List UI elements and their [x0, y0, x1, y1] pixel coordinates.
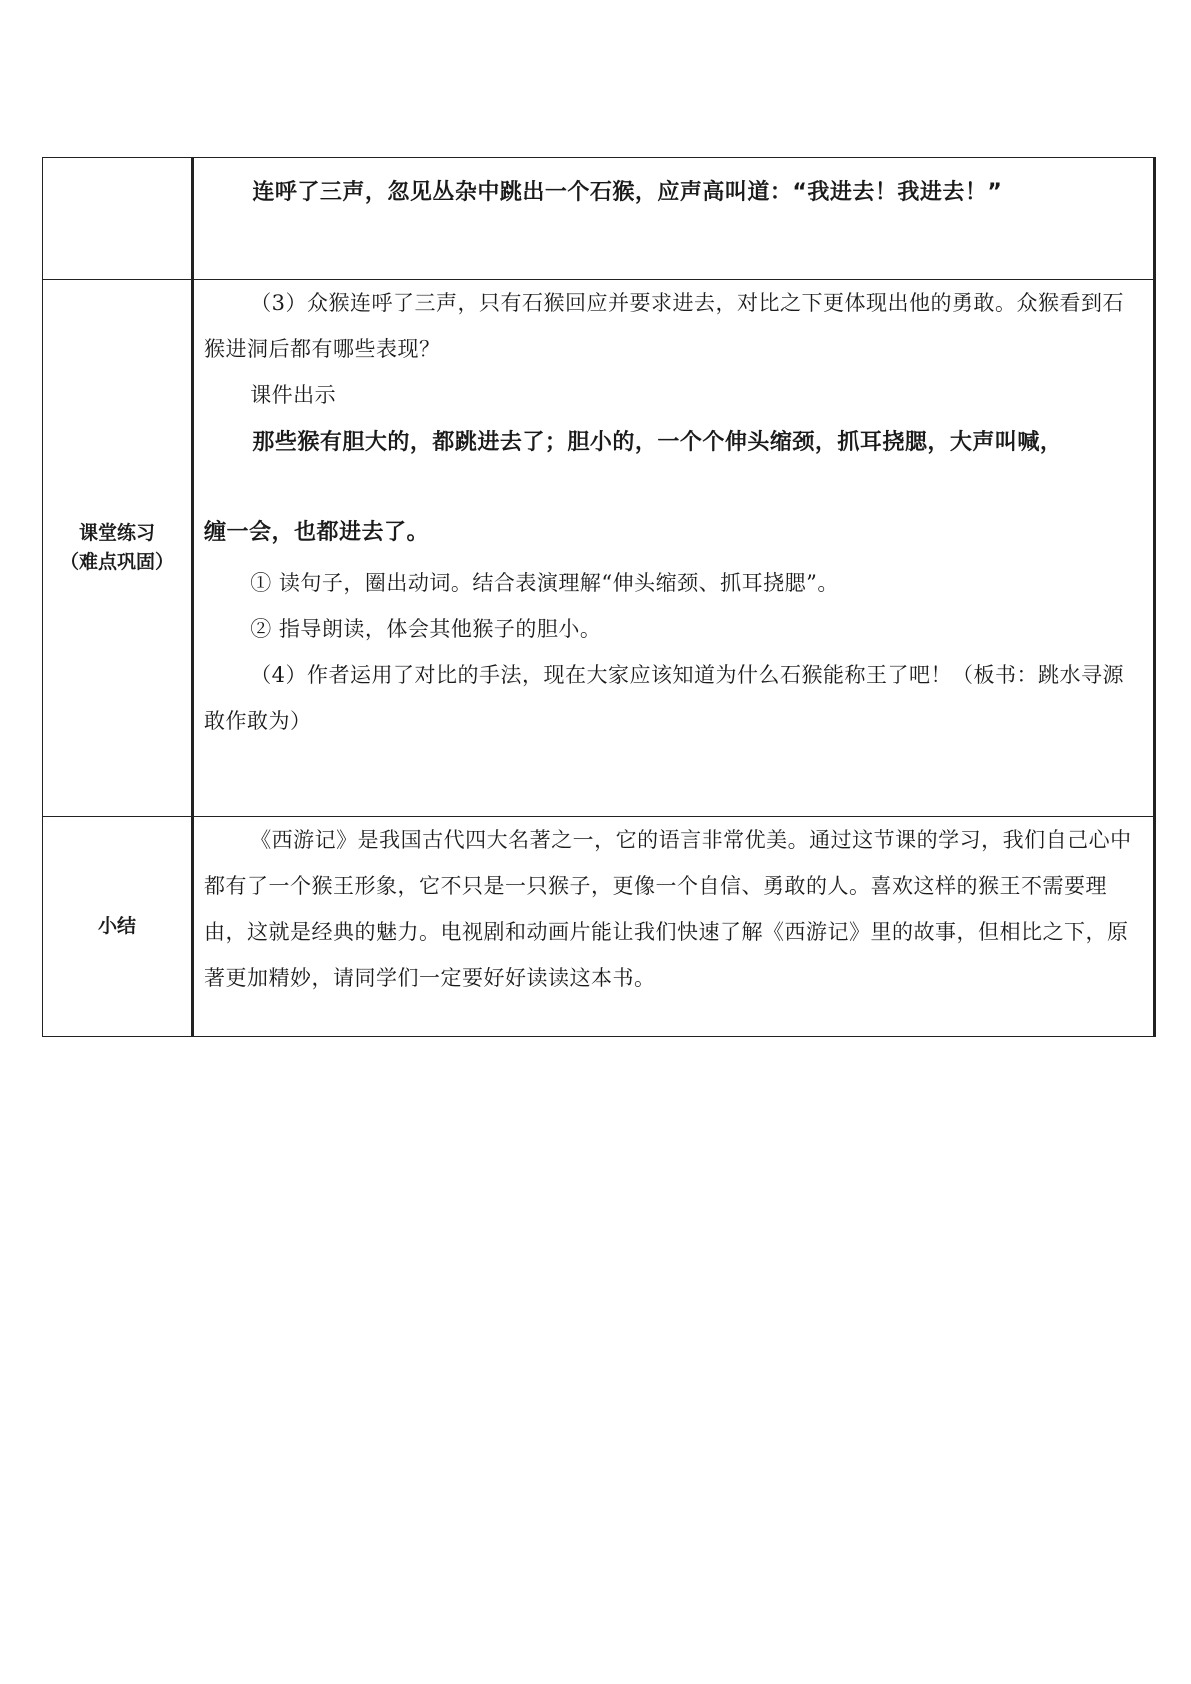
quoted-passage-line2: 缠一会，也都进去了。 [204, 520, 430, 545]
row-content [193, 280, 1155, 817]
row-content [193, 817, 1155, 1037]
table-row [43, 817, 1155, 1037]
table-row [43, 158, 1155, 280]
question-4: （4）作者运用了对比的手法，现在大家应该知道为什么石猴能称王了吧！（板书：跳水寻源敢作敢为） [204, 663, 1125, 733]
row-label-empty [43, 158, 193, 280]
quote-continuation: 连呼了三声，忽见丛杂中跳出一个石猴，应声高叫道：“我进去！我进去！” [252, 180, 1003, 205]
row-label-practice [43, 280, 193, 817]
activity-2: ② 指导朗读，体会其他猴子的胆小。 [250, 617, 602, 641]
quoted-passage-line1: 那些猴有胆大的，都跳进去了；胆小的，一个个伸头缩颈，抓耳挠腮，大声叫喊， [252, 430, 1063, 455]
row-label-summary: 小结 [43, 817, 193, 1037]
label-practice-title: 课堂练习 [78, 522, 155, 544]
row-content [193, 158, 1155, 280]
activity-1: ① 读句子，圈出动词。结合表演理解“伸头缩颈、抓耳挠腮”。 [250, 571, 839, 595]
question-3: （3）众猴连呼了三声，只有石猴回应并要求进去，对比之下更体现出他的勇敢。众猴看到石猴进洞后都有哪些表现？ [204, 291, 1125, 361]
summary-paragraph: 《西游记》是我国古代四大名著之一，它的语言非常优美。通过这节课的学习，我们自己心中都有了一个猴王形象，它不只是一只猴子，更像一个自信、勇敢的人。喜欢这样的猴王不需要理由，这就是经典的魅力。电视剧和动画片能让我们快速了解《西游记》里的故事，但相比之下，原著更加精妙，请同学们一定要好好读读这本书。 [204, 828, 1132, 990]
label-practice-subtitle: （难点巩固） [59, 551, 174, 573]
courseware-label: 课件出示 [250, 383, 337, 407]
table-row [43, 280, 1155, 817]
lesson-table [42, 157, 1156, 1037]
